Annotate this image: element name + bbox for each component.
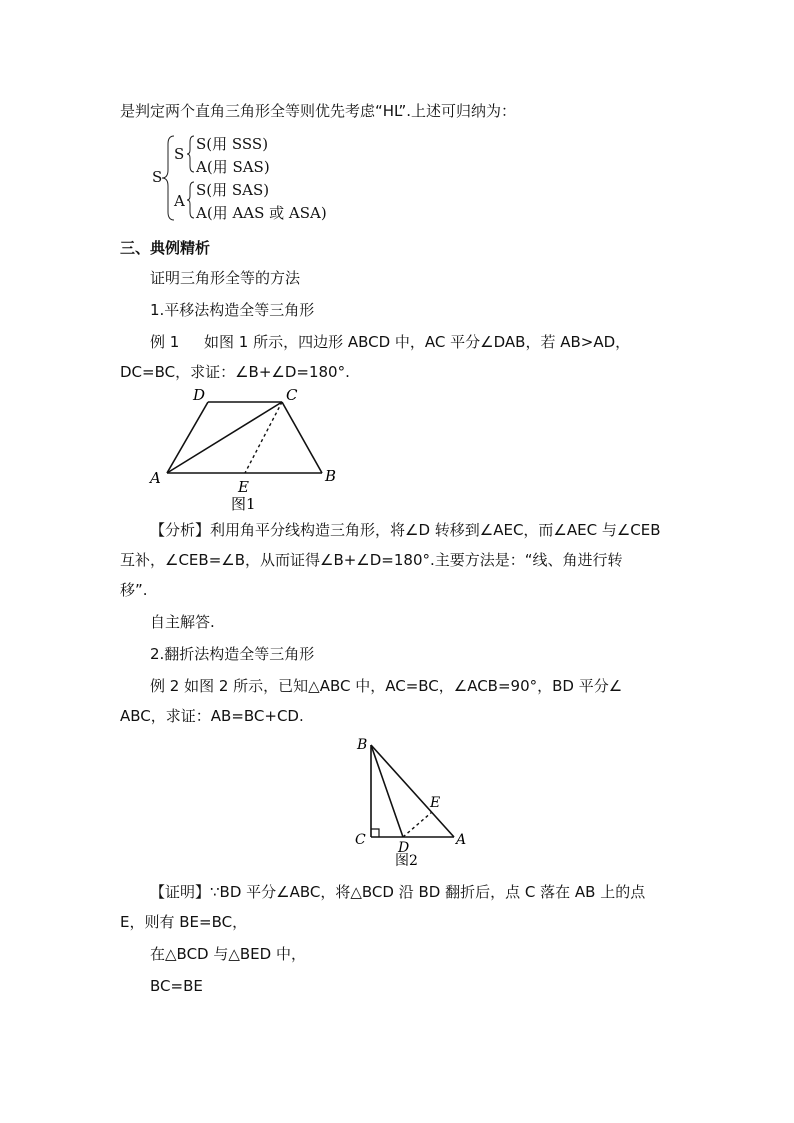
section-heading: 三、典例精析 (120, 239, 211, 257)
fig2-label-d: D (398, 840, 410, 856)
proof-line2: E，则有 BE=BC， (120, 913, 248, 931)
proof-line4: BC=BE (150, 977, 203, 995)
summary-branch-s-item-1: S(用 SSS) (196, 135, 269, 153)
figure1-diagram (145, 382, 345, 512)
fig1-label-d: D (193, 386, 206, 404)
subheading: 证明三角形全等的方法 (150, 269, 301, 287)
intro-text: 是判定两个直角三角形全等则优先考虑“HL”.上述可归纳为： (120, 102, 517, 120)
figure2-diagram (350, 735, 480, 870)
inner-brace-lower-icon (187, 182, 194, 218)
method2-title: 2.翻折法构造全等三角形 (150, 645, 315, 663)
summary-branch-a-item-2: A(用 AAS 或 ASA) (196, 204, 327, 222)
fig1-label-a: A (150, 469, 161, 487)
fig1-label-e: E (238, 478, 249, 496)
summary-branch-s-item-2: A(用 SAS) (196, 158, 270, 176)
fig2-label-c: C (355, 832, 366, 848)
analysis-line1: 【分析】利用角平分线构造三角形，将∠D 转移到∠AEC，而∠AEC 与∠CEB (150, 521, 661, 539)
example2-line1: 例 2 如图 2 所示，已知△ABC 中，AC=BC，∠ACB=90°，BD 平分∠ (150, 677, 623, 695)
fig2-label-e: E (430, 795, 441, 811)
self-answer: 自主解答. (150, 613, 215, 631)
fig2-bisector-bd (371, 745, 403, 837)
fig2-label-b: B (357, 737, 368, 753)
summary-branch-a-item-1: S(用 SAS) (196, 181, 270, 199)
fig1-label-c: C (286, 386, 298, 404)
fig2-right-angle-mark (371, 829, 379, 837)
summary-branch-a-label: A (174, 192, 185, 210)
fig2-label-a: A (456, 832, 467, 848)
analysis-line3: 移”. (120, 581, 148, 599)
fig1-edge-ad (167, 402, 208, 473)
fig1-caption: 图1 (231, 495, 256, 512)
inner-brace-upper-icon (187, 136, 194, 172)
summary-root-label: S (152, 168, 163, 186)
fig2-dashed-de (403, 812, 432, 837)
fig1-label-b: B (325, 467, 337, 485)
summary-branch-s-label: S (174, 145, 185, 163)
method1-title: 1.平移法构造全等三角形 (150, 301, 315, 319)
fig1-edge-cb (282, 402, 322, 473)
example1-line2: DC=BC，求证：∠B+∠D=180°. (120, 363, 350, 381)
example1-line1: 如图 1 所示，四边形 ABCD 中，AC 平分∠DAB，若 AB>AD， (204, 333, 631, 351)
proof-line1: 【证明】∵BD 平分∠ABC，将△BCD 沿 BD 翻折后，点 C 落在 AB 上的点 (150, 883, 646, 901)
fig2-edge-ab (371, 745, 454, 837)
fig1-diagonal-ac (167, 402, 282, 473)
example2-line2: ABC，求证：AB=BC+CD. (120, 707, 304, 725)
outer-brace-icon (162, 136, 174, 220)
example1-label: 例 1 (150, 333, 180, 351)
fig2-caption: 图2 (395, 853, 418, 869)
summary-tree (150, 130, 410, 226)
proof-line3: 在△BCD 与△BED 中， (150, 945, 306, 963)
analysis-line2: 互补，∠CEB=∠B，从而证得∠B+∠D=180°.主要方法是：“线、角进行转 (120, 551, 623, 569)
